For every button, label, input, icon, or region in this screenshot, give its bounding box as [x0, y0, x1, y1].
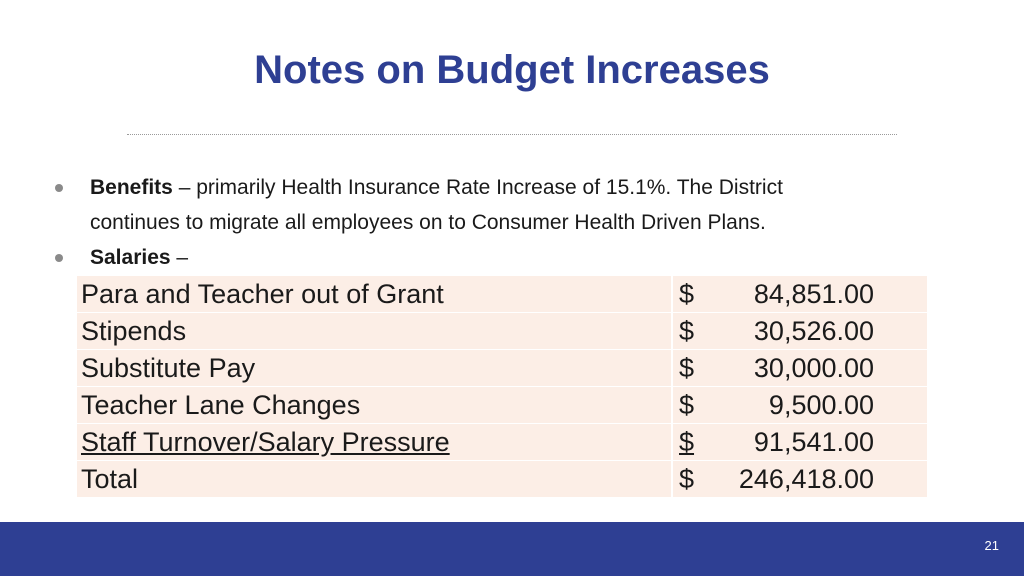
amount-cell — [672, 424, 927, 461]
bullet-text: – primarily Health Insurance Rate Increase of 15.1%. The District — [172, 176, 783, 199]
amount-value: 30,526.00 — [753, 315, 875, 346]
table-row — [77, 313, 927, 350]
currency-symbol: $ — [679, 426, 695, 457]
amount-cell — [672, 350, 927, 387]
amount-value: 91,541.00 — [753, 426, 875, 457]
table-row — [77, 276, 927, 313]
bullet-salaries — [52, 240, 952, 275]
bullet-list — [52, 170, 952, 275]
table-row — [77, 350, 927, 387]
bullet-dot-icon — [55, 254, 63, 262]
currency-symbol: $ — [679, 389, 695, 420]
amount-cell — [672, 461, 927, 498]
bullet-label: Salaries — [90, 246, 171, 269]
table-row-total — [77, 461, 927, 498]
item-cell: Teacher Lane Changes — [77, 387, 672, 424]
amount-cell — [672, 276, 927, 313]
table-row — [77, 387, 927, 424]
amount-value: 84,851.00 — [753, 278, 875, 309]
amount-cell — [672, 313, 927, 350]
amount-value: 30,000.00 — [753, 352, 875, 383]
bullet-dot-icon — [55, 184, 63, 192]
currency-symbol: $ — [679, 278, 695, 309]
salaries-table — [77, 276, 927, 498]
title-divider — [127, 134, 897, 135]
amount-cell — [672, 387, 927, 424]
item-cell: Substitute Pay — [77, 350, 672, 387]
table-row — [77, 424, 927, 461]
page-number: 21 — [984, 538, 999, 553]
bullet-label: Benefits — [90, 176, 173, 199]
currency-symbol: $ — [679, 463, 695, 494]
item-cell: Stipends — [77, 313, 672, 350]
item-cell: Staff Turnover/Salary Pressure — [77, 424, 672, 461]
item-cell: Total — [77, 461, 672, 498]
bullet-text: – — [170, 246, 189, 269]
footer-bar — [0, 522, 1024, 576]
slide-title: Notes on Budget Increases — [254, 48, 770, 92]
bullet-benefits — [52, 170, 952, 240]
item-cell: Para and Teacher out of Grant — [77, 276, 672, 313]
amount-value: 246,418.00 — [738, 463, 875, 494]
bullet-text-continued: continues to migrate all employees on to Consumer Health Driven Plans. — [90, 211, 766, 234]
currency-symbol: $ — [679, 315, 695, 346]
amount-value: 9,500.00 — [768, 389, 875, 420]
currency-symbol: $ — [679, 352, 695, 383]
